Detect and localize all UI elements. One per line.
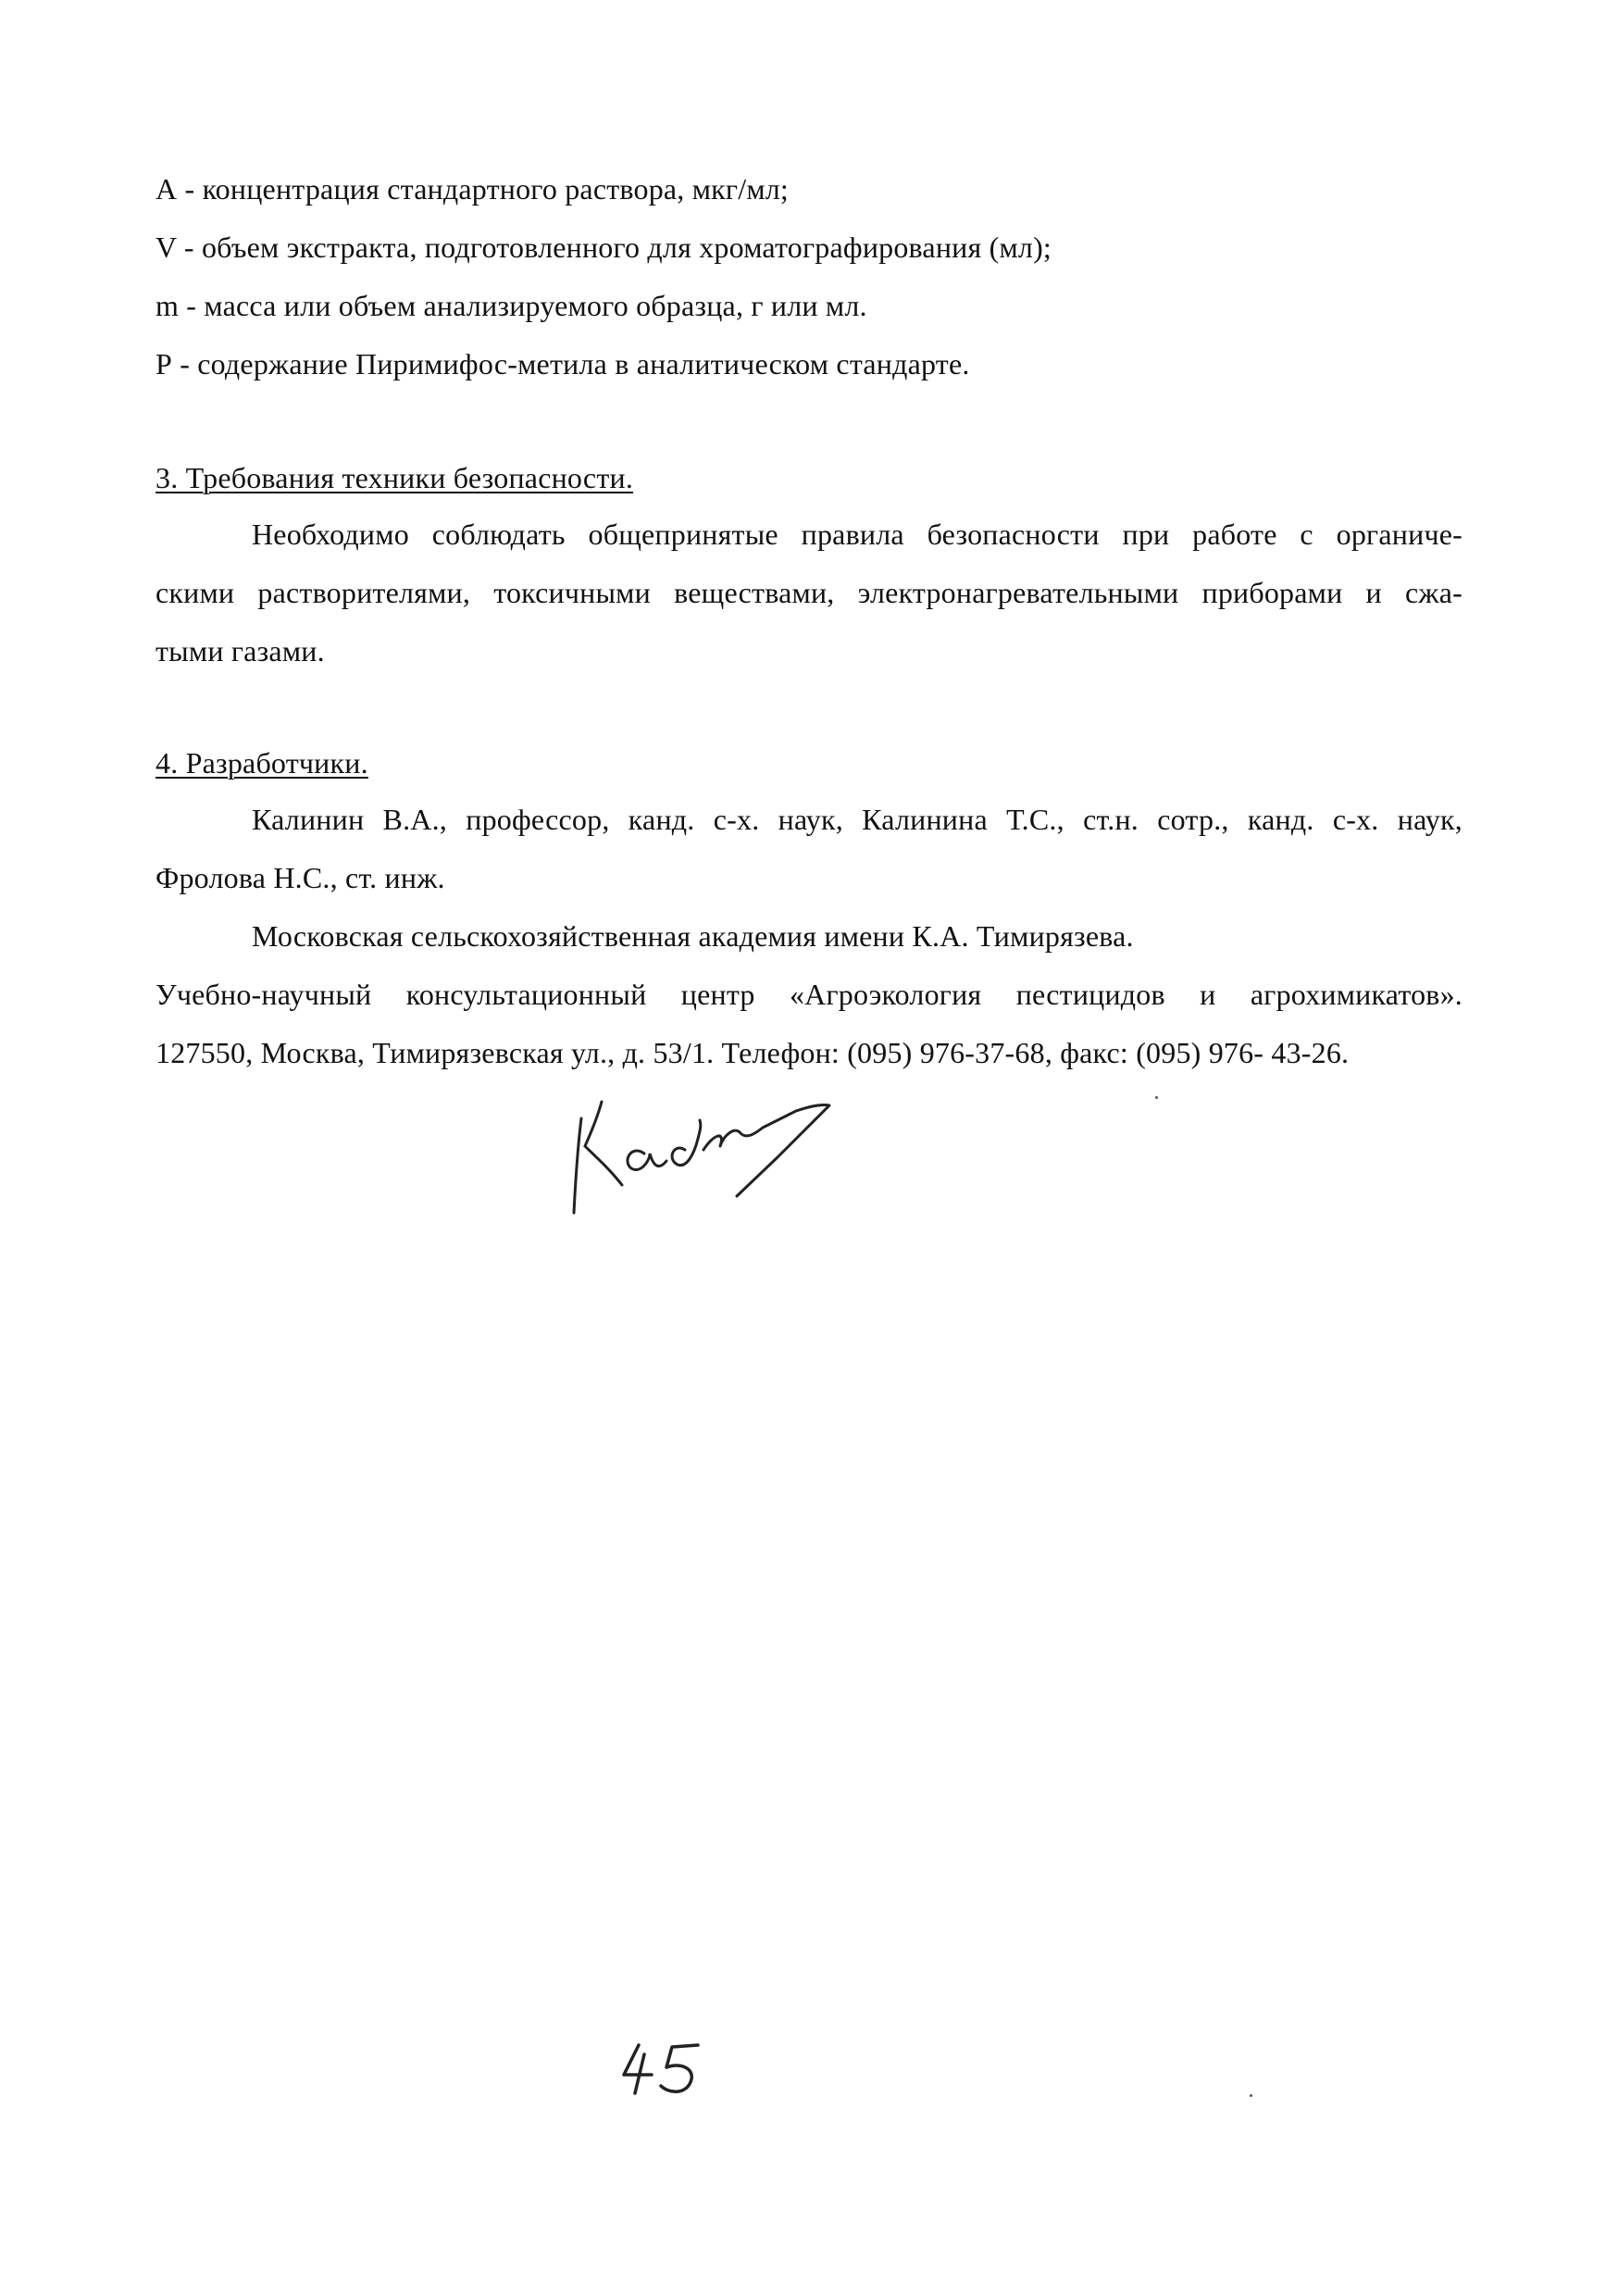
- section-3-line-1: Необходимо соблюдать общепринятые правила безопасности при работе с органиче-: [252, 518, 1462, 551]
- scan-speck: [1250, 2094, 1252, 2097]
- authors-line-2: Фролова Н.С., ст. инж.: [156, 861, 445, 894]
- section-3-line-3: тыми газами.: [156, 634, 325, 668]
- organization-line-3: 127550, Москва, Тимирязевская ул., д. 53/1. Телефон: (095) 976-37-68, факс: (095) 976- 43-26.: [156, 1036, 1350, 1069]
- section-3-line-2: скими растворителями, токсичными веществами, электронагревательными приборами и сжа-: [156, 576, 1462, 609]
- legend-v: V - объем экстракта, подготовленного для хроматографирования (мл);: [156, 231, 1052, 264]
- handwritten-signature: [565, 1065, 870, 1250]
- section-3-heading: 3. Требования техники безопасности.: [156, 461, 634, 494]
- organization-line-1: Московская сельскохозяйственная академия имени К.А. Тимирязева.: [252, 919, 1134, 953]
- page-number: [611, 2032, 722, 2106]
- legend-p: Р - содержание Пиримифос-метила в аналитическом стандарте.: [156, 347, 970, 381]
- organization-line-2: Учебно-научный консультационный центр «Агроэкология пестицидов и агрохимикатов».: [156, 978, 1462, 1011]
- authors-line-1: Калинин В.А., профессор, канд. с-х. наук, Калинина Т.С., ст.н. сотр., канд. с-х. наук,: [252, 803, 1462, 836]
- scan-speck: [1155, 1096, 1158, 1099]
- section-4-heading: 4. Разработчики.: [156, 746, 368, 780]
- legend-a: А - концентрация стандартного раствора, мкг/мл;: [156, 172, 790, 206]
- legend-m: m - масса или объем анализируемого образца, г или мл.: [156, 289, 867, 322]
